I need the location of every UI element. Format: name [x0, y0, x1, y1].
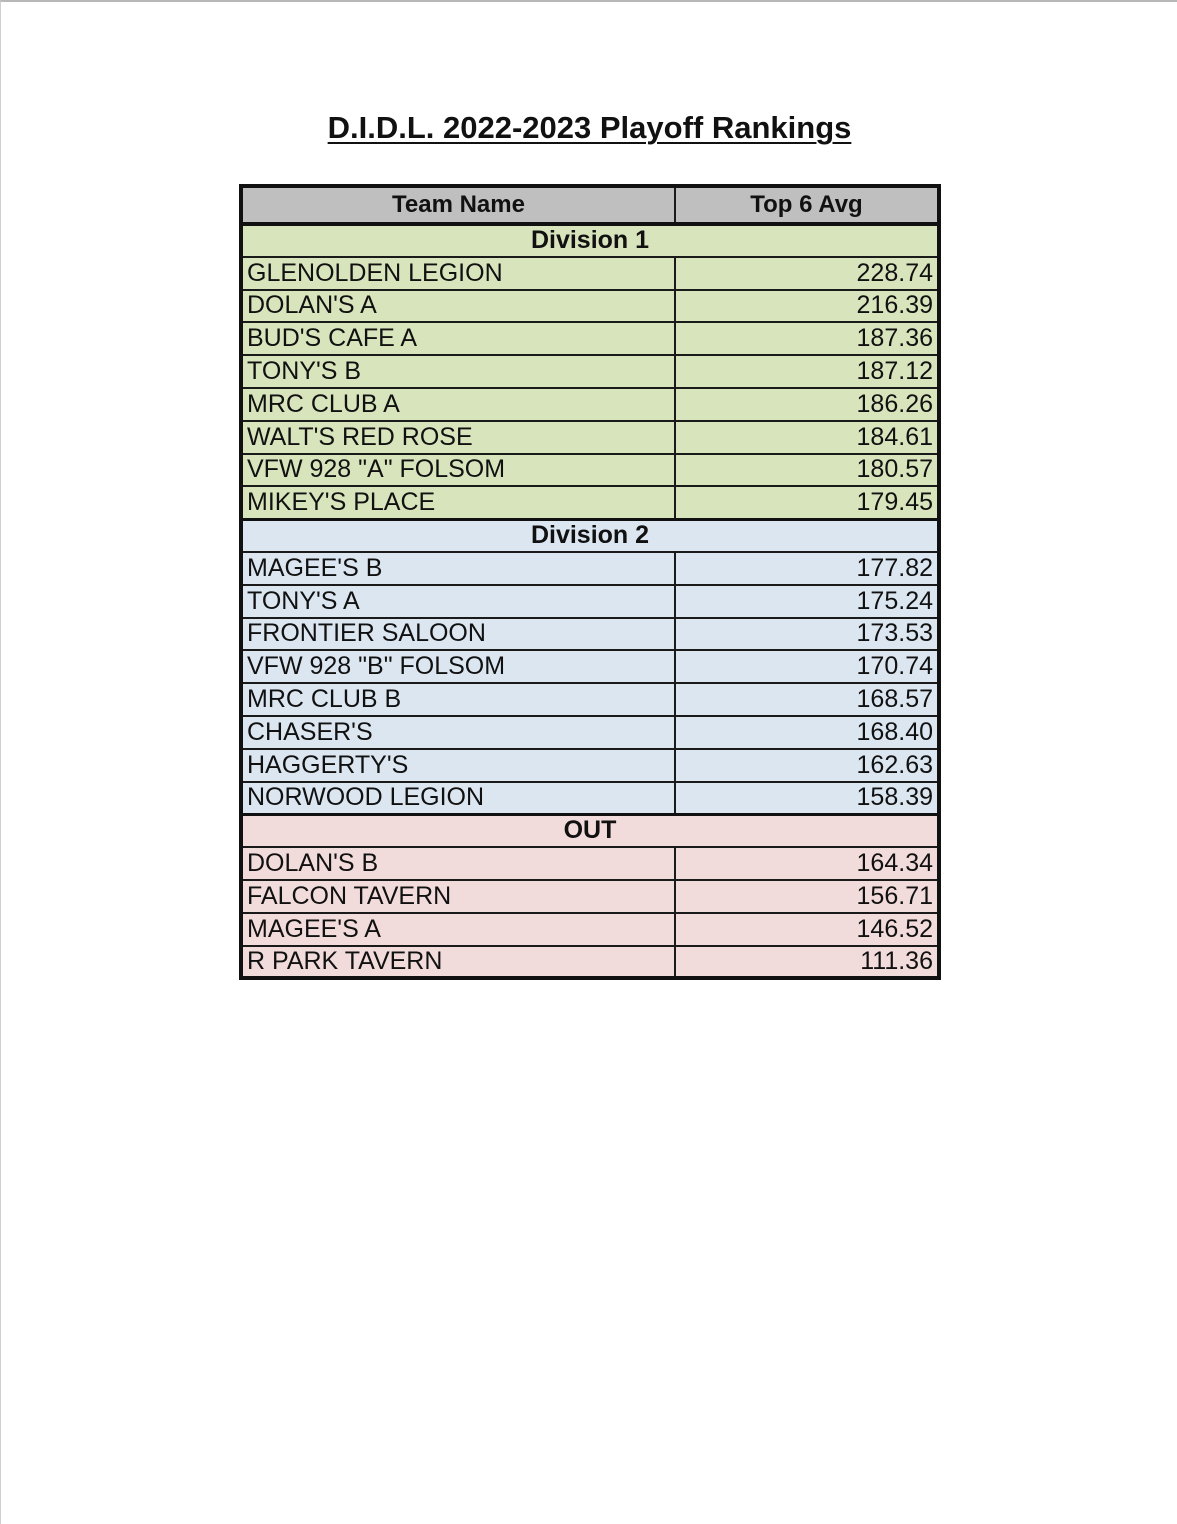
top6-avg-cell: 228.74	[675, 257, 939, 290]
team-name-cell: CHASER'S	[241, 716, 675, 749]
team-name-cell: NORWOOD LEGION	[241, 782, 675, 815]
team-name-cell: MRC CLUB A	[241, 388, 675, 421]
team-name-cell: BUD'S CAFE A	[241, 322, 675, 355]
team-name-cell: VFW 928 "B" FOLSOM	[241, 650, 675, 683]
table-row	[241, 421, 939, 454]
top6-avg-cell: 179.45	[675, 486, 939, 519]
top6-avg-cell: 158.39	[675, 782, 939, 815]
section-label: Division 2	[241, 519, 939, 552]
page-title-wrap	[1, 110, 1177, 146]
section-header-row	[241, 519, 939, 552]
team-name-cell: FALCON TAVERN	[241, 880, 675, 913]
team-name-cell: R PARK TAVERN	[241, 946, 675, 979]
top6-avg-cell: 187.36	[675, 322, 939, 355]
top6-avg-cell: 216.39	[675, 290, 939, 323]
table-row	[241, 355, 939, 388]
table-row	[241, 290, 939, 323]
top6-avg-cell: 170.74	[675, 650, 939, 683]
page-title: D.I.D.L. 2022-2023 Playoff Rankings	[327, 110, 852, 145]
table-row	[241, 847, 939, 880]
header-team-name: Team Name	[241, 186, 675, 224]
table-row	[241, 388, 939, 421]
top6-avg-cell: 180.57	[675, 454, 939, 487]
table-row	[241, 946, 939, 979]
top6-avg-cell: 168.57	[675, 683, 939, 716]
team-name-cell: MIKEY'S PLACE	[241, 486, 675, 519]
rankings-body	[241, 224, 939, 978]
table-row	[241, 454, 939, 487]
team-name-cell: DOLAN'S B	[241, 847, 675, 880]
rankings-table	[239, 184, 941, 980]
table-row	[241, 683, 939, 716]
table-row	[241, 618, 939, 651]
top6-avg-cell: 187.12	[675, 355, 939, 388]
table-row	[241, 650, 939, 683]
table-row	[241, 913, 939, 946]
team-name-cell: GLENOLDEN LEGION	[241, 257, 675, 290]
team-name-cell: FRONTIER SALOON	[241, 618, 675, 651]
table-row	[241, 585, 939, 618]
section-header-row	[241, 814, 939, 847]
header-top6-avg: Top 6 Avg	[675, 186, 939, 224]
top6-avg-cell: 184.61	[675, 421, 939, 454]
team-name-cell: DOLAN'S A	[241, 290, 675, 323]
top6-avg-cell: 156.71	[675, 880, 939, 913]
section-header-row	[241, 224, 939, 257]
table-row	[241, 486, 939, 519]
top6-avg-cell: 177.82	[675, 552, 939, 585]
team-name-cell: MAGEE'S A	[241, 913, 675, 946]
top6-avg-cell: 186.26	[675, 388, 939, 421]
table-row	[241, 782, 939, 815]
section-label: Division 1	[241, 224, 939, 257]
team-name-cell: WALT'S RED ROSE	[241, 421, 675, 454]
table-row	[241, 257, 939, 290]
table-row	[241, 749, 939, 782]
team-name-cell: MAGEE'S B	[241, 552, 675, 585]
team-name-cell: MRC CLUB B	[241, 683, 675, 716]
table-row	[241, 322, 939, 355]
top6-avg-cell: 164.34	[675, 847, 939, 880]
top6-avg-cell: 111.36	[675, 946, 939, 979]
top6-avg-cell: 173.53	[675, 618, 939, 651]
team-name-cell: HAGGERTY'S	[241, 749, 675, 782]
top6-avg-cell: 168.40	[675, 716, 939, 749]
header-row	[241, 186, 939, 224]
section-label: OUT	[241, 814, 939, 847]
table-row	[241, 552, 939, 585]
team-name-cell: VFW 928 "A" FOLSOM	[241, 454, 675, 487]
table-row	[241, 880, 939, 913]
team-name-cell: TONY'S B	[241, 355, 675, 388]
team-name-cell: TONY'S A	[241, 585, 675, 618]
top6-avg-cell: 175.24	[675, 585, 939, 618]
top6-avg-cell: 146.52	[675, 913, 939, 946]
table-row	[241, 716, 939, 749]
top6-avg-cell: 162.63	[675, 749, 939, 782]
